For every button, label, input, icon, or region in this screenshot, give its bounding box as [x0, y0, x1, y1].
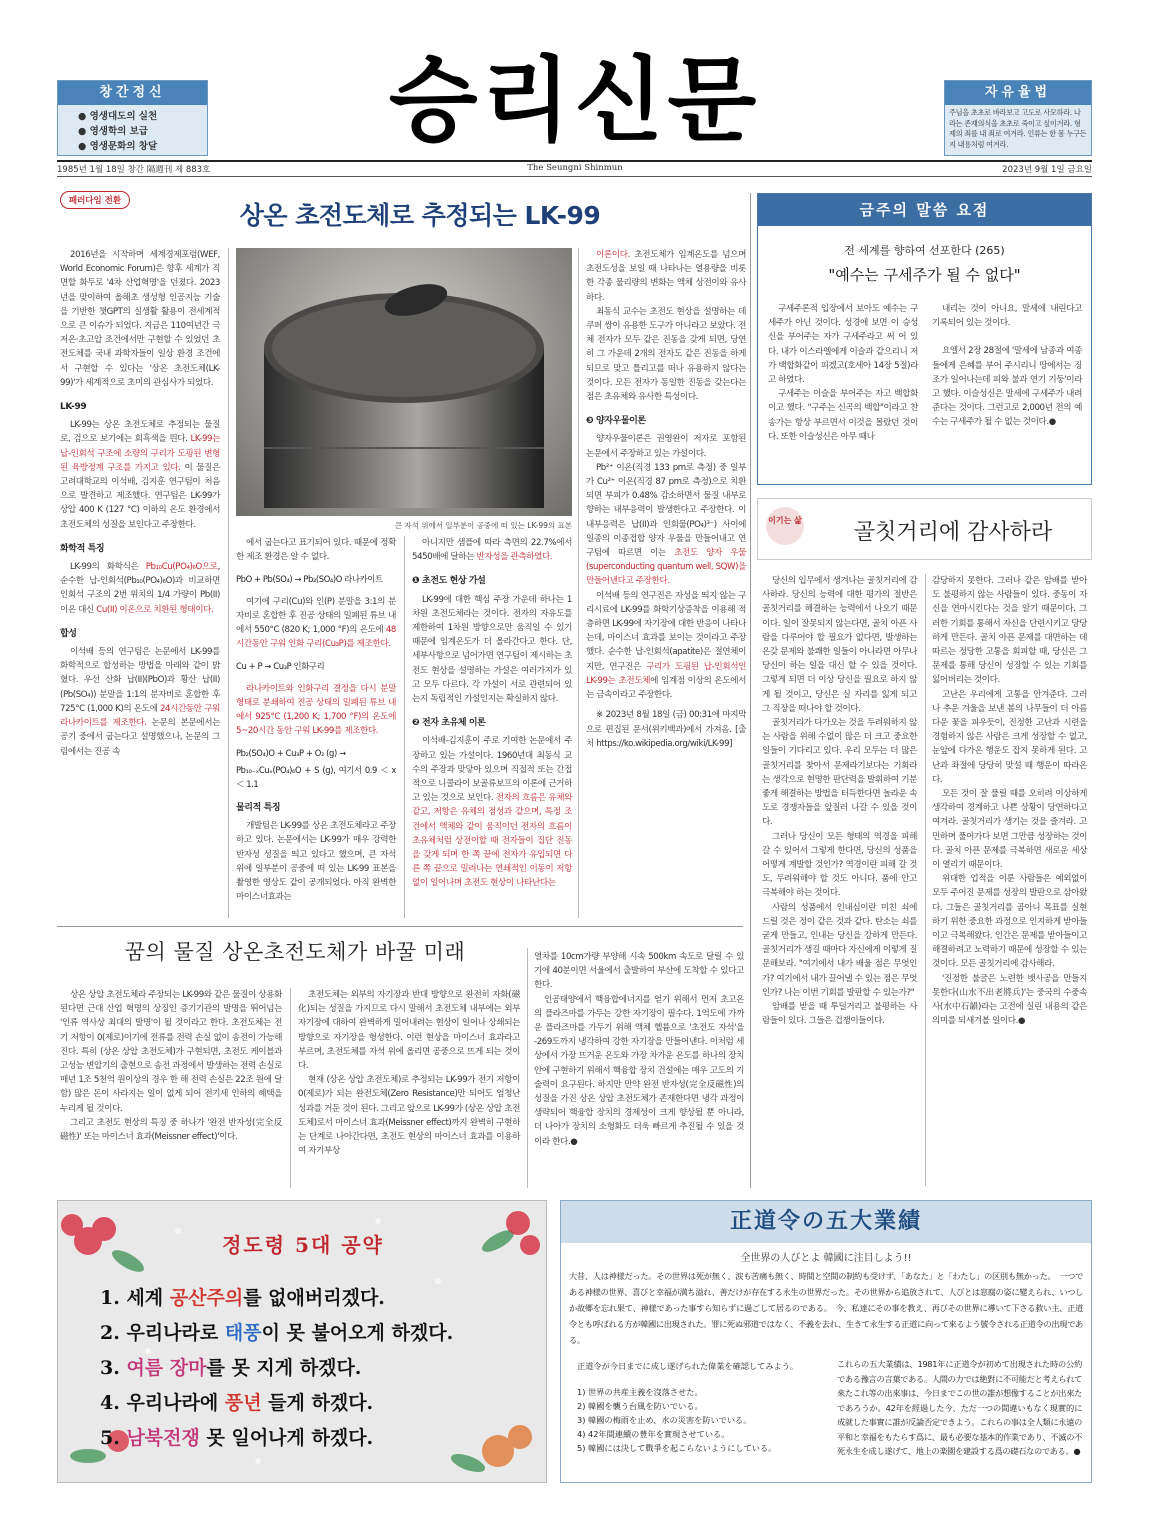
paradigm-tag: 패러다임 전환	[60, 191, 130, 209]
future-paragraph: 그리고 초전도 현상의 특징 중 하나가 '완전 반자성(完全反磁性)' 또는 마이스너 효과(Meissner effect)'이다.	[60, 1117, 282, 1143]
free-law-text: 주님을 초초로 바라보고 고도로 사모하라. 나라는 존재의식을 초초로 죽이고 싶이겨라. 형제의 죄를 내 죄로 여겨라. 인류는 한 몸 누구든지 내용처럼 여겨라.	[949, 108, 1087, 149]
column-paragraph: 골칫거리가 다가오는 것을 두려워하지 않는 사람을 위해 수없이 많은 더 크고 중요한 일들이 기다리고 있다. 우리 모두는 더 많은 골칫거리를 찾아서 문제라기보다는 기회라는 생각으로 현명한 판단력을 발휘하여 기분 좋게 해결하는 방법을 터득한다면 놀라운 속도로 경쟁자들을 앞질러 나갈 수 있을 것이다.	[762, 718, 917, 828]
japanese-left-intro: 正道令が今日までに成し遂げられた偉業を確認してみよう。	[577, 1361, 799, 1371]
column-title: 골칫거리에 감사하라	[853, 520, 1053, 545]
japanese-subtitle: 全世界の人びとよ 韓國に注目しよう!!	[740, 1253, 912, 1264]
dateline-left: 1985년 1월 18일 창간 隔週刊 제 883호	[57, 165, 211, 175]
hypothesis-2-paragraph: 이석배-김지훈이 주로 기여한 논문에서 주장하고 있는 가설이다. 1960년대 최동식 교수의 주장과 맞닿아 있으며 직접적 또는 간접적으로 니콜라이 보골류보프의 이론에 근거하고 있는 것으로 보인다. 전자의 흐름은 유체와 같고, 저항은 유체의 점성과 같으며, 특정 조건에서 액체와 같이 움직이던 전자의 흐름이 초유체처럼 상전이할 때 전자들이 집단 진동을 갖게 되며 한 쪽 끝에 전자가 유입되면 다른 쪽 끝으로 밀려나는 연쇄적인 이동이 저항 없이 일어나며 초전도 현상이 나타난다는	[412, 736, 572, 889]
pledge-title: 정도령 5대 공약	[222, 1233, 384, 1257]
hypothesis-1-head: ❶ 초전도 현상 가설	[412, 576, 486, 587]
achievement-item: 4) 42年間連續の豊年を實現させている。	[577, 1429, 730, 1439]
column-paragraph: 모든 것이 잘 풀릴 때를 오히려 이상하게 생각하여 경계하고 나쁜 상황이 당연하다고 여겨라. 골칫거리가 생기는 것을 즐겨라. 고민하며 풀어가다 보면 그만큼 성장하는 것이다. 골치 아픈 문제를 극복하면 새로운 세상이 열리기 때문이다.	[932, 789, 1087, 871]
future-paragraph: 현재 (상온 상압 초전도체)로 추정되는 LK-99가 전기 저항이 0(제로)가 되는 완전도체(Zero Resistance)만 되어도 엄청난 성과를 거둔 것이 된다. 그리고 앞으로 LK-99가 (상온 상압 초전도체)로서 마이스너 효과(Meissner effect)까지 완벽히 구현하는 단계로 나아간다면, 초전도 현상의 마이스너 효과를 이용하여 자기부상	[298, 1075, 520, 1157]
photo-caption: 큰 자석 위에서 일부분이 공중에 떠 있는 LK-99의 표본	[394, 521, 572, 530]
synthesis-paragraph: 이석배 등의 연구팀은 논문에서 LK-99를 화학적으로 합성하는 방법을 아래와 같이 밝혔다. 우선 산화 납(II)(PbO)과 황산 납(II)(Pb(SO₄)) 분말을 1:1의 분자비로 혼합한 후 725°C (1,000 K)의 온도에 24시간동안 구워 라나카이트를 제조한다. 논문의 본문에서는 공기 중에서 굽는다고 설명했으나, 논문의 그림에서는 진공 속	[60, 647, 220, 757]
column-paragraph: 사람의 성품에서 인내심이란 미친 쇠에 드릴 것은 정이 같은 것과 같다. 탄소는 쇠를 굳게 만들고, 인내는 당신을 강하게 만든다. 골칫거리가 생길 때마다 자신에게 이렇게 질문해보라. "여기에서 내가 배울 점은 무엇인가? 여기에서 내가 끌어낼 수 있는 점은 무엇인가? 나는 이번 기회를 발판할 수 있는가?"	[762, 902, 917, 998]
lead-column-4	[586, 248, 746, 751]
source-note: ※ 2023년 8월 18일 (금) 00:31에 마지막으로 편집된 문서(위키백과)에서 가져옴. [출처 https://ko.wikipedia.org/wiki/LK-99]	[586, 710, 746, 749]
future-headline: 꿈의 물질 상온초전도체가 바꿀 미래	[124, 940, 466, 964]
sermon-paragraph: 요엘서 2장 28절에 '말세에 남종과 여종들에게 은혜를 부어 주시리니 땅에서는 징조가 일어나는데 피와 불과 연기 기둥'이라고 했다. 이슬성신은 말세에 구세주가 내려준다는 것이다. 그런고로 2,000년 전의 예수는 구세주가 될 수 없는 것이다.●	[932, 346, 1082, 428]
founding-spirit-item: ● 영생문화의 창달	[78, 141, 158, 152]
final-synthesis-paragraph: 라나카이트와 인화구리 결정을 다시 분말 형태로 분쇄하여 진공 상태의 밀폐된 튜브 내에서 925°C (1,200 K; 1,700 °F)의 온도에 5~20시간 동안 구워 LK-99를 제조한다.	[236, 683, 396, 737]
sermon-paragraph: 내리는 것이 아니요, 말세에 내린다고 기록되어 있는 것이다.	[932, 304, 1082, 329]
column-paragraph: 위대한 업적을 이룬 사람들은 예외없이 모두 주어진 문제를 성장의 발판으로 삼아왔다. 그들은 골칫거리를 곱아니 목표를 실현하기 위한 중요한 과정으로 인지하게 받아들이고 극복해왔다. 인간은 문제를 받아들이고 해결하려고 노력하기 때문에 성장할 수 있는 것이다. 모든 골칫거리에 감사해라.	[932, 874, 1087, 970]
lk99-levitation-photo	[236, 248, 572, 516]
magnet-illustration	[236, 248, 572, 516]
lead-column-1	[60, 248, 220, 759]
formula-copper-phosphide: Cu + P → Cu₃P 인화구리	[236, 661, 325, 672]
japanese-left	[577, 1359, 827, 1455]
japanese-right: これらの五大業績は、1981年に正道令が初めて出現された時の公約である豫言の言葉である。人間の力では絶對に不可能だと考えられて來たこれ等の出來事は、今日までこの世の誰が想像することが出來たであろうか。42年を經過した今、ただ一つの間違いもなく現實的に成就した事實に誰が反論否定できよう。これらの事は全人類に永遠の平和と幸福をもたらす爲に、最も必要な基本的作業であり、不滅の不死永生を成し遂げて、地上の楽園を建設する爲の礎石なのである。●	[837, 1359, 1082, 1456]
column-col-1	[762, 574, 917, 1029]
column-col-2	[932, 574, 1087, 1029]
lead-column-3	[412, 536, 572, 891]
achievement-item: 2) 韓國を襲う台風を防いでいる。	[577, 1401, 703, 1411]
col2-paragraph: 에서 굽는다고 표기되어 있다. 때문에 정확한 제조 환경은 알 수 없다.	[236, 538, 396, 563]
column-tag: 이기는 삶	[766, 507, 804, 545]
sermon-subtitle-2: "예수는 구세주가 될 수 없다"	[828, 266, 1021, 284]
copper-phosphide-paragraph: 여기에 구리(Cu)와 인(P) 분말을 3:1의 분자비로 혼합한 후 진공 상태의 밀폐된 튜브 내에서 550°C (820 K; 1,000 °F)의 온도에 48시간동안 구워 인화 구리(Cu₃P)를 제조한다.	[236, 596, 396, 650]
japanese-title: 正道令の五大業績	[729, 1209, 922, 1234]
superfluid-paragraph: 이론이다. 초전도체가 임계온도를 넘으며 초전도성을 보일 때 나타나는 열용량을 비롯한 각종 물리량의 변화는 액체 상전이와 유사하다.	[586, 250, 746, 303]
formula-lk99-b: Pb₁₀₋ₓCuₓ(PO₄)₆O + S (g), 여기서 0.9 ＜ x ＜ 1.1	[236, 764, 396, 789]
subhead-synthesis: 합성	[60, 628, 77, 639]
formula-lanarkite: PbO + Pb(SO₄) → Pb₂(SO₄)O 라나카이트	[236, 574, 383, 585]
future-column-3	[534, 950, 744, 1149]
sermon-paragraph: 구세주론적 입장에서 보아도 예수는 구세주가 아닌 것이다. 성경에 보면 이 승성신을 부어주는 자가 구세주라고 써 어 있다. 내가 이스라엘에게 이슬과 같으리니 저가 백합화같이 피겠고(호세아 14장 5절)라고 하였다.	[768, 304, 918, 386]
column-paragraph: 감당하지 못한다. 그러나 같은 암배를 받아도 불평하지 않는 사람들이 있다. 중동이 자신을 연마시킨다는 것을 알기 때문이다. 그러한 기회를 통해서 자신을 단련시키고 당당하게 만든다. 골치 아픈 문제를 대면하는 데 따르는 정당한 고통을 회피할 때, 당신은 그 문제를 통해 당신이 성장할 수 있는 기회를 잃어버리는 것이다.	[932, 576, 1087, 686]
pledge-box	[57, 1200, 547, 1483]
pledge-item: 5. 남북전쟁 못 일어나게 하겠다.	[100, 1427, 374, 1449]
free-law-title: 자유율법	[945, 81, 1091, 105]
future-paragraph: 열차를 10cm가량 부양해 시속 500km 속도로 달릴 수 있기에 40분이면 서울에서 출발하여 부산에 도착할 수 있다고 한다.	[534, 952, 744, 991]
dateline-right: 2023년 9월 1일 금요일	[1002, 165, 1092, 175]
pledge-list	[100, 1281, 453, 1456]
sermon-column-1	[768, 302, 918, 444]
newspaper-title: 승리신문	[388, 47, 761, 154]
pledge-item: 3. 여름 장마를 못 지게 하겠다.	[100, 1357, 362, 1379]
doping-paragraph: Pb²⁺ 이온(직경 133 pm로 측정) 중 일부가 Cu²⁺ 이온(직경 87 pm로 측정)으로 치환되면 부피가 0.48% 감소하면서 물질 내부로 향하는 내부응력이 발생한다고 주장한다. 이 내부응력은 납(II)과 인회물(PO₄)³⁻) 사이에 일종의 이종접합 양자 우물을 만들어내고 연구팀에 따르면 이는 초전도 양자 우물(superconducting quantum well, SQW)을 만들어낸다고 주장한다.	[586, 462, 746, 587]
pledge-item: 2. 우리나라로 태풍이 못 불어오게 하겠다.	[100, 1322, 454, 1344]
column-paragraph: 당신의 입무에서 생겨나는 골칫거리에 감사하라. 당신의 능력에 대한 평가의 절반은 골칫거리를 해결하는 능력에서 나오기 때문이다. 일이 잘못되지 않는다면, 골치 아픈 사람을 다루어야 할 필요가 없다면, 발생하는 온갖 문제와 불쾌한 일들이 아니라면 아무나 당신이 하는 일을 대신 할 수 있을 것이다. 그렇게 되면 더 이상 당신을 필요로 하지 않게 될 것이고, 당신은 실 자리를 잃게 되고 그 직장을 떠나야 할 것이다.	[762, 576, 917, 714]
column-title-box	[757, 498, 1092, 560]
sermon-box	[757, 193, 1092, 485]
chemistry-paragraph: LK-99의 화학식은 Pb₁₀Cu(PO₄)₆O으로, 순수한 납-인회석(Pb₁₀(PO₄)₆O)과 비교하면 인회석 구조의 2번 위치의 1/4 가량이 Pb(II) 이온 대신 Cu(II) 이온으로 치환된 형태이다.	[60, 562, 220, 615]
choi-paragraph: 최동식 교수는 초전도 현상을 설명하는 데 쿠퍼 쌍이 유용한 도구가 아니라고 보았다. 전체 전자가 모두 같은 진동을 갖게 되면, 당연히 그 가운데 2개의 전자도 같은 진동을 하게 되므로 맞고 틀리고를 떠나 유용하지 않다는 것이다. 모든 전자가 동일한 진동을 갖는다는 점은 초유체와 유사한 특성이다.	[586, 306, 746, 403]
pledge-item: 4. 우리나라에 풍년 들게 하겠다.	[100, 1392, 374, 1414]
founding-spirit-box	[57, 80, 208, 156]
hypothesis-2-head: ❷ 전자 초유체 이론	[412, 718, 486, 729]
lead-column-2	[236, 536, 396, 904]
future-column-2	[298, 988, 520, 1158]
founding-spirit-item: ● 영생대도의 실천	[78, 111, 158, 122]
future-column-1	[60, 988, 282, 1144]
sermon-header: 금주의 말씀 요점	[758, 194, 1091, 226]
free-law-box	[944, 80, 1092, 156]
future-paragraph: 상온 상압 초전도체라 주장되는 LK-99와 같은 물질이 상용화된다면 근대 산업 혁명의 상징인 증기기관의 발명을 뛰어넘는 '인류 역사상 최대의 발명'이 될 것이라고 한다. 초전도체는 전기 저항이 0(제로)이기에 전류를 전력 손실 없이 송전이 가능해진다. 특히 (상온 상압 초전도체)가 구현되면, 초전도 케이블과 고성능 변압기의 출현으로 송전 과정에서 발생하는 전력 손실로 매년 1조 5천억 원이상의 경우 한 해 전력 손실은 22조 원에 달함) 많은 돈이 사라지는 일이 없게 되어 전기세 인하의 혜택을 누리게 될 것이다.	[60, 990, 282, 1114]
future-paragraph: 초전도체는 외부의 자기장과 반대 방향으로 완전히 자화(磁化)되는 성질을 가지므로 다시 말해서 초전도체 내부에는 외부 자기장에 대하여 완벽하게 밀어내려는 현상이 일어나 상쇄되는 방향으로 자기장을 형성한다. 이런 현상을 마이스너 효과라고 부르며, 초전도체를 자석 위에 올리면 공중으로 뜨게 되는 것이다.	[298, 990, 520, 1072]
hypothesis-1-paragraph: LK-99에 대한 핵심 주장 가운데 하나는 1차원 초전도체라는 것이다. 전자의 자유도를 제한하여 1차원 방향으로만 움직일 수 있기 때문에 임계온도가 더 올라간다고 한다. 단, 세부사항으로 넘어가면 연구팀이 제시하는 초전도 현상을 설명하는 가설은 여러가지가 있고 모두 다르다. 각 가설이 서로 관련되어 있는지 독립적인 가설인지는 확실하지 않다.	[412, 594, 572, 705]
japanese-title-bar	[561, 1201, 1091, 1243]
formula-lk99-a: Pb₂(SO₄)O + Cu₃P + O₂ (g) →	[236, 748, 346, 759]
column-paragraph: 고난은 우리에게 고통을 안겨준다. 그러나 추운 겨울을 보낸 봄의 나무들이 더 아름다운 꽃을 피우듯이, 진정한 고난과 시련을 경험하지 않은 사람은 크게 성장할 수 없고, 눈앞에 다가온 행운도 잡지 못하게 된다. 고난과 좌절에 당당히 맞설 때 행운이 따라온다.	[932, 689, 1087, 785]
achievement-item: 3) 韓國の梅雨を止め、水の災害を防いでいる。	[577, 1415, 752, 1425]
pledge-item: 1. 세계 공산주의를 없애버리겠다.	[100, 1287, 385, 1309]
lk99-paragraph: LK-99는 상온 초전도체로 추정되는 물질로, 검으로 보기에는 회흑색을 띈다. LK-99는 납-인회석 구조에 소량의 구리가 도핑된 변형된 육방정계 구조를 가지고 있다. 이 물질은 고려대학교의 이석배, 김지훈 연구팀이 처음으로 발견하고 제조했다. 연구팀은 LK-99가 상압 400 K (127 °C) 이하의 온도 환경에서 초전도체의 성질을 보인다고 주장한다.	[60, 420, 220, 530]
column-paragraph: '진정한 불굴은 노련한 뱃사공을 만들지 못한다(山水不出老將兵)'는 중국의 수중속사(水中石韻)라는 고전에 실린 내용의 같은 의미를 되새겨볼 일이다.●	[932, 973, 1087, 1027]
hypothesis-3-head: ❸ 양자우물이론	[586, 416, 646, 427]
achievement-item: 5) 韓國には決して戰爭を起こらないようにしている。	[577, 1443, 777, 1453]
physical-paragraph: 개발팀은 LK-99를 상온 초전도체라고 주장하고 있다. 논문에서는 LK-99가 매우 강력한 반자성 성질을 띄고 있다고 했으며, 큰 자석 위에 일부분이 공중에 떠 있는 LK-99 표본을 촬영한 영상도 같이 공개되었다. 아직 완벽한 마이스너효과는	[236, 821, 396, 903]
lead-intro: 2016년을 시작하며 세계경제포럼(WEF, World Economic Forum)은 향후 세계가 직면할 화두로 '4차 산업혁명'을 던졌다. 2023년을 맞이하여 올해초 생성형 인공지능 기술을 기반한 챗GPT의 실생활 활용이 전세계적으로 큰 이슈가 되었다. 지금은 110여년간 극저온·초고압 조건에서만 구현할 수 있었던 초전도체를 국내 과학자들이 일상 환경 조건에서 구현할 수 있다는 '상온 초전도체(LK-99)'가 세계적으로 초미의 관심사가 되었다.	[60, 250, 220, 388]
diamagnetism-paragraph: 아니지만 샘플에 따라 측면의 22.7%에서 5450배에 달하는 반자성을 관측하였다.	[412, 538, 572, 563]
future-paragraph: 인공태양에서 핵융합에너지를 얻기 위해서 먼저 초고온의 플라즈마를 가두는 강한 자기장이 필수다. 1억도에 가까운 플라즈마를 가두기 위해 액체 헬륨으로 '초전도 자석'을 -269도까지 냉각하여 강한 자기장을 만들어낸다. 이처럼 세상에서 가장 뜨거운 온도와 가장 차가운 온도를 하나의 장치 안에 구현하기 위해서 핵융합 장치 건설에는 매우 고도의 기술력이 요구된다. 하지만 만약 완전 반자성(完全反磁性)의 성질을 가진 상온 상압 초전도체가 존재한다면 냉각 과정이 생략되어 핵융합 장치의 경제성이 크게 향상될 뿐 아니라, 더 나아가 장치의 소형화도 더욱 빠르게 추진될 수 있을 것이라 한다.●	[534, 994, 744, 1147]
sermon-paragraph: 구세주는 이슬을 부어주는 자고 백합화이고 했다. "구주는 신곡의 백합"이라고 찬송가는 항상 부르면서 이것을 몰랐던 것이다. 또한 이슬성신은 아무 때나	[768, 389, 918, 442]
founding-spirit-title: 창간정신	[58, 81, 207, 105]
lead-headline: 상온 초전도체로 추정되는 LK-99	[239, 201, 601, 230]
metal-paragraph: 이석배 등의 연구진은 자성을 띄지 않는 구리시료에 LK-99를 화학기상증착을 이용해 적층하면 LK-99에 자기장에 대한 반응이 나타나는데, 마이스너 효과를 보이는 것이라고 주장했다. 순수한 납-인회석(apatite)은 절연체이지만, 연구진은 구리가 도핑된 납-인회석인 LK-99는 초전도체에 임계점 이상의 온도에서는 금속이라고 주장한다.	[586, 590, 746, 701]
sermon-subtitle-1: 전 세계를 향하여 선포한다 (265)	[844, 244, 1005, 257]
quantum-well-paragraph: 양자우물이론은 권영완이 저자로 포함된 논문에서 주장하고 있는 가설이다.	[586, 434, 746, 459]
japanese-box	[560, 1200, 1092, 1483]
subhead-lk99: LK-99	[60, 402, 87, 413]
japanese-intro: 大昔、人は神様だった。その世界は死が無く、涙も苦痛も無く、時間と空間の制約も受けず、「あなた」と「わたし」の区別も無かった。 一つである神様の世界、喜びと幸福が満ち溢れ、善だけが存在する永生の世界だった。その世界から追放されて、人びとは窓腐の姿に變えられ、いつしか故郷を忘れ果て、神様であった事すら知らずに過ごして居るのである。 今、私達にその事を教え、再びその世界に導いて下さる救い主、正道令とも呼ばれる方が韓國に出現された。罪に死ぬ邪道ではなく、不義を去れ、生きて永生する正道に向って來るよう號令される正道令の出現である。	[569, 1271, 1083, 1345]
subhead-chemistry: 화학적 특징	[60, 543, 105, 554]
achievement-item: 1) 世界の共産主義を沒落させた。	[577, 1387, 703, 1397]
column-paragraph: 암배를 받을 때 투덜거리고 불평하는 사람들이 있다. 그들은 겁쟁이들이다.	[762, 1002, 917, 1027]
subhead-physical: 물리적 특징	[236, 803, 281, 814]
founding-spirit-item: ● 영생학의 보급	[78, 126, 148, 137]
dateline-center: The Seungni Shinmun	[527, 163, 623, 173]
column-paragraph: 그러나 당신이 모든 형태의 역경을 피해 갈 수 있어서 그렇게 한다면, 당신의 성품을 어떻게 계발할 것인가? 역경이란 피해 갈 것도, 두려워해야 할 것도 아니다. 품에 안고 극복해야 하는 것이다.	[762, 831, 917, 899]
sermon-column-2	[932, 302, 1082, 430]
